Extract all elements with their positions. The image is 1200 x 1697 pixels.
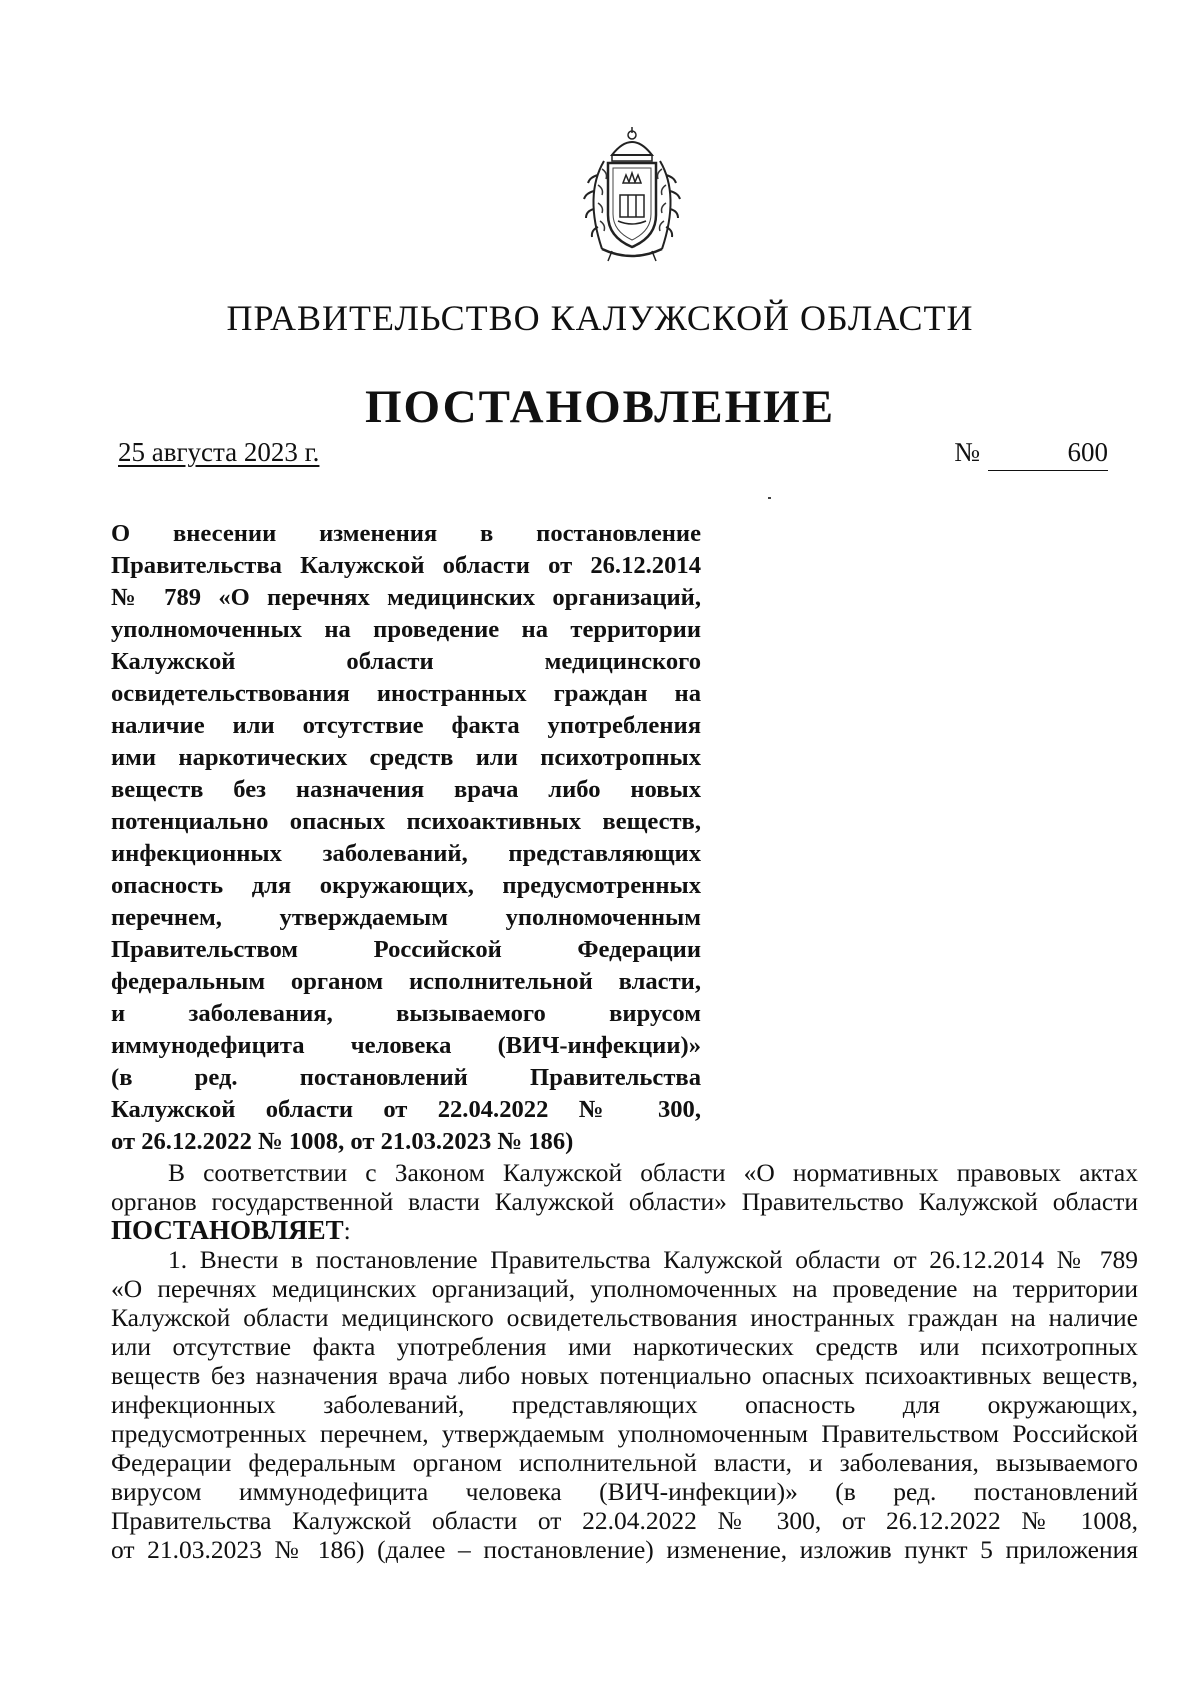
heading-line: Калужской области от 22.04.2022 № 300, <box>111 1096 701 1123</box>
number-value: 600 <box>988 437 1108 471</box>
heading-line: уполномоченных на проведение на территории <box>111 616 701 643</box>
heading-line: ими наркотических средств или психотропных <box>111 744 701 771</box>
body-line: Правительства Калужской области от 22.04.2022 № 300, от 26.12.2022 № 1008, <box>111 1506 1138 1535</box>
government-title: ПРАВИТЕЛЬСТВО КАЛУЖСКОЙ ОБЛАСТИ <box>226 298 974 338</box>
heading-line: наличие или отсутствие факта употребления <box>111 712 701 739</box>
body-line: вирусом иммунодефицита человека (ВИЧ-инфекции)» (в ред. постановлений <box>111 1477 1138 1506</box>
body-line: 1. Внести в постановление Правительства Калужской области от 26.12.2014 № 789 <box>168 1245 1138 1274</box>
heading-line: от 26.12.2022 № 1008, от 21.03.2023 № 186) <box>111 1128 574 1155</box>
heading-line: и заболевания, вызываемого вирусом <box>111 1000 701 1027</box>
heading-line: Калужской области медицинского <box>111 648 701 675</box>
body-line: или отсутствие факта употребления ими наркотических средств или психотропных <box>111 1332 1138 1361</box>
coat-of-arms-icon <box>568 125 696 265</box>
body-line: органов государственной власти Калужской области» Правительство Калужской области <box>111 1187 1138 1216</box>
heading-line: иммунодефицита человека (ВИЧ-инфекции)» <box>111 1032 701 1059</box>
resolves-word: ПОСТАНОВЛЯЕТ <box>111 1215 344 1245</box>
heading-line: О внесении изменения в постановление <box>111 520 701 547</box>
body-line: от 21.03.2023 № 186) (далее – постановление) изменение, изложив пункт 5 приложения <box>111 1535 1138 1564</box>
heading-line: Правительства Калужской области от 26.12.2014 <box>111 552 701 579</box>
body-line: В соответствии с Законом Калужской области «О нормативных правовых актах <box>168 1158 1138 1187</box>
document-heading <box>111 518 701 1158</box>
body-line: «О перечнях медицинских организаций, уполномоченных на проведение на территории <box>111 1274 1138 1303</box>
body-line: Калужской области медицинского освидетельствования иностранных граждан на наличие <box>111 1303 1138 1332</box>
document-type-title: ПОСТАНОВЛЕНИЕ <box>364 381 836 433</box>
document-body <box>111 1158 1138 1564</box>
body-line: предусмотренных перечнем, утверждаемым уполномоченным Правительством Российской <box>111 1419 1138 1448</box>
body-line: инфекционных заболеваний, представляющих опасность для окружающих, <box>111 1390 1138 1419</box>
heading-line: веществ без назначения врача либо новых <box>111 776 701 803</box>
document-number <box>954 437 1108 471</box>
body-line: веществ без назначения врача либо новых потенциально опасных психоактивных веществ, <box>111 1361 1138 1390</box>
resolves-line <box>111 1216 1138 1245</box>
body-line: Федерации федеральным органом исполнительной власти, и заболевания, вызываемого <box>111 1448 1138 1477</box>
heading-line: потенциально опасных психоактивных веществ, <box>111 808 701 835</box>
heading-line: № 789 «О перечнях медицинских организаций, <box>111 584 701 611</box>
scan-mark <box>768 497 771 499</box>
heading-line: опасность для окружающих, предусмотренных <box>111 872 701 899</box>
heading-line: освидетельствования иностранных граждан на <box>111 680 701 707</box>
heading-line: Правительством Российской Федерации <box>111 936 701 963</box>
heading-line: инфекционных заболеваний, представляющих <box>111 840 701 867</box>
heading-line: (в ред. постановлений Правительства <box>111 1064 701 1091</box>
heading-line: перечнем, утверждаемым уполномоченным <box>111 904 701 931</box>
number-sign: № <box>954 437 980 467</box>
resolves-colon: : <box>343 1216 351 1245</box>
document-date: 25 августа 2023 г. <box>118 437 320 467</box>
heading-line: федеральным органом исполнительной власти, <box>111 968 701 995</box>
